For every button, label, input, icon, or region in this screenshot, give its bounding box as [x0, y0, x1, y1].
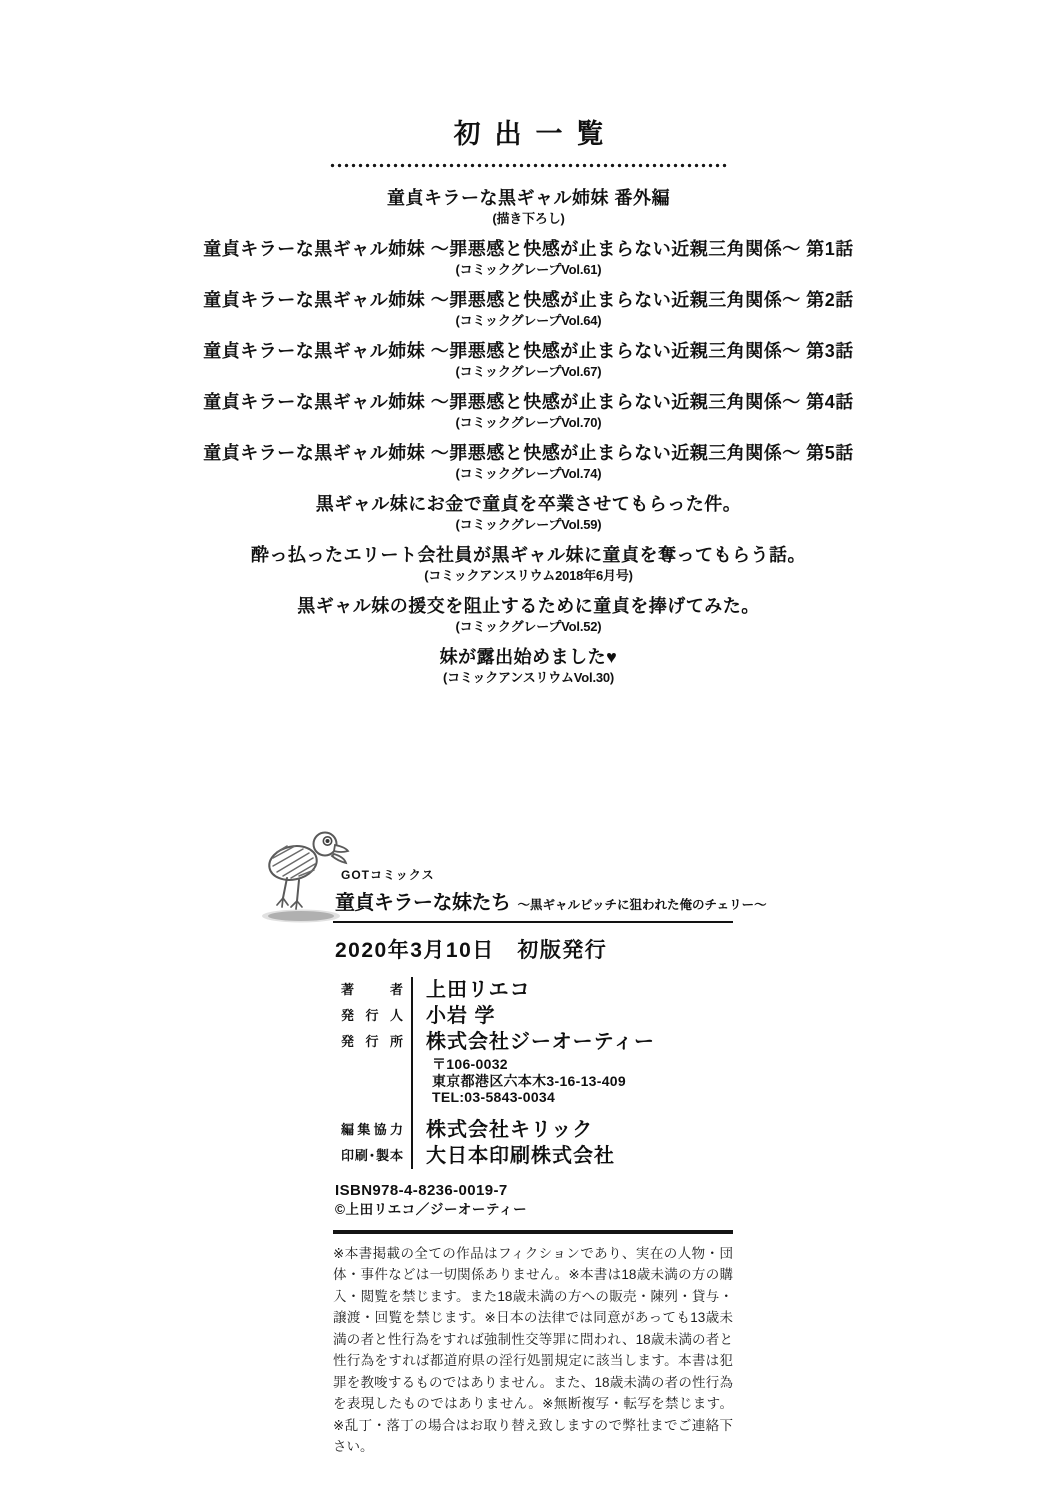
credit-row-editing: [341, 1110, 733, 1143]
entry-title: 童貞キラーな黒ギャル姉妹 ～罪悪感と快感が止まらない近親三角関係～ 第3話: [203, 341, 854, 361]
credit-body: [411, 1029, 733, 1110]
credit-body: [411, 1110, 733, 1143]
credit-body: [411, 1143, 733, 1169]
publisher-postal-code: 〒106-0032: [432, 1056, 508, 1072]
credit-value: 小岩 学: [426, 1005, 496, 1027]
entry-source: (コミックグレープVol.74): [455, 466, 602, 481]
credits-table: [341, 977, 733, 1169]
book-subtitle: ～黒ギャルビッチに狙われた俺のチェリー～: [517, 898, 767, 912]
credit-label: 印刷･製本: [341, 1147, 403, 1163]
entry-source: (コミックグレープVol.52): [455, 619, 602, 634]
copyright: ©上田リエコ／ジーオーティー: [335, 1201, 528, 1217]
publisher-phone: TEL:03-5843-0034: [432, 1089, 556, 1105]
publication-entry: [0, 236, 1057, 278]
entry-title: 童貞キラーな黒ギャル姉妹 ～罪悪感と快感が止まらない近親三角関係～ 第4話: [203, 392, 854, 412]
credit-row-publisher-person: [341, 1003, 733, 1029]
publication-list-heading: 初出一覧: [453, 119, 618, 149]
entry-title: 黒ギャル妹の援交を阻止するために童貞を捧げてみた。: [297, 596, 760, 616]
entry-title: 酔っ払ったエリート会社員が黒ギャル妹に童貞を奪ってもらう話。: [251, 545, 806, 565]
entry-source: (コミックアンスリウムVol.30): [442, 670, 615, 685]
credit-row-publisher: [341, 1029, 733, 1110]
isbn: ISBN978-4-8236-0019-7: [335, 1181, 508, 1199]
credit-value: 大日本印刷株式会社: [426, 1144, 615, 1167]
publication-entry: [0, 491, 1057, 533]
bird-doodle-illustration: [257, 826, 357, 924]
entry-source: (コミックグレープVol.67): [455, 364, 602, 379]
entry-source: (コミックグレープVol.64): [455, 313, 602, 328]
credit-label: 編集協力: [341, 1121, 403, 1137]
dotted-rule: [330, 163, 728, 168]
entry-source: (コミックグレープVol.70): [455, 415, 602, 430]
credit-body: [411, 1003, 733, 1029]
publication-entry: [0, 338, 1057, 380]
divider-rule: [333, 1230, 733, 1234]
credit-row-author: [341, 977, 733, 1003]
credit-value: 上田リエコ: [426, 979, 531, 1001]
disclaimer-text: ※本書掲載の全ての作品はフィクションであり、実在の人物・団体・事件などは一切関係ありません。※本書は18歳未満の方の購入・閲覧を禁じます。また18歳未満の方への販売・陳列・貸与・譲渡・回覧を禁じます。※日本の法律では同意があっても13歳未満の者と性行為をすれば強制性交等罪に問われ、18歳未満の者と性行為をすれば都道府県の淫行処罰規定に該当します。本書は犯罪を教唆するものではありません。また、18歳未満の者の性行為を表現したものではありません。※無断複写・転写を禁じます。※乱丁・落丁の場合はお取り替え致しますので弊社までご連絡下さい。: [333, 1245, 733, 1454]
credit-label: 発行所: [341, 1034, 403, 1049]
entry-source: (コミックグレープVol.61): [455, 262, 602, 277]
credit-value: 株式会社ジーオーティー: [426, 1031, 655, 1053]
entry-title: 妹が露出始めました♥: [439, 647, 618, 667]
isbn-block: [335, 1181, 733, 1219]
entry-title: 童貞キラーな黒ギャル姉妹 ～罪悪感と快感が止まらない近親三角関係～ 第1話: [203, 239, 854, 259]
publication-entry: [0, 440, 1057, 482]
credit-label: 著者: [341, 982, 403, 997]
publication-entry: [0, 542, 1057, 584]
book-title-row: [333, 886, 767, 923]
entry-title: 黒ギャル妹にお金で童貞を卒業させてもらった件。: [315, 494, 742, 514]
credit-value: 株式会社キリック: [426, 1118, 594, 1141]
publisher-address: [426, 1055, 733, 1110]
colophon: [333, 820, 767, 1458]
entry-source: (コミックグレープVol.59): [455, 517, 602, 532]
book-title: 童貞キラーな妹たち: [335, 892, 511, 914]
series-label: GOTコミックス: [341, 868, 435, 882]
entry-title: 童貞キラーな黒ギャル姉妹 ～罪悪感と快感が止まらない近親三角関係～ 第2話: [203, 290, 854, 310]
publication-entry: [0, 185, 1057, 227]
publication-entry: [0, 389, 1057, 431]
credit-label: 発行人: [341, 1008, 403, 1023]
publication-entry: [0, 287, 1057, 329]
credit-row-printing: [341, 1143, 733, 1169]
edition-date: 2020年3月10日 初版発行: [335, 939, 608, 962]
entry-title: 童貞キラーな黒ギャル姉妹 番外編: [387, 188, 670, 208]
entry-source: (描き下ろし): [492, 211, 565, 226]
publication-entry: [0, 644, 1057, 686]
entry-source: (コミックアンスリウム2018年6月号): [424, 568, 633, 583]
first-publication-list: [0, 112, 1057, 695]
credit-body: [411, 977, 733, 1003]
publisher-street-address: 東京都港区六本木3-16-13-409: [432, 1072, 626, 1089]
entry-title: 童貞キラーな黒ギャル姉妹 ～罪悪感と快感が止まらない近親三角関係～ 第5話: [203, 443, 854, 463]
publication-entry: [0, 593, 1057, 635]
